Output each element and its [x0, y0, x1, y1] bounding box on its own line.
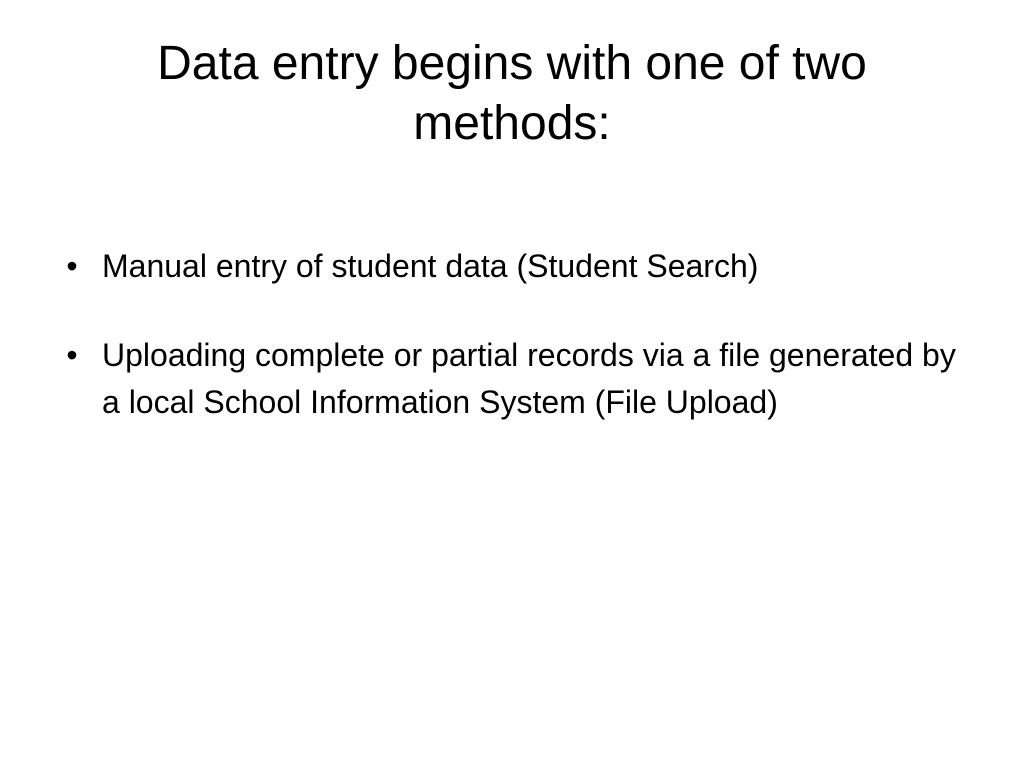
bullet-list — [60, 243, 960, 468]
bullet-item — [60, 332, 960, 426]
bullet-icon: • — [66, 337, 78, 373]
bullet-text: Uploading complete or partial records via a file generated by a local School Information System (File Upload) — [102, 337, 956, 420]
slide-title: Data entry begins with one of two methods: — [157, 37, 867, 150]
bullet-text: Manual entry of student data (Student Search) — [102, 248, 759, 284]
bullet-item — [60, 243, 960, 290]
bullet-icon: • — [66, 248, 78, 284]
